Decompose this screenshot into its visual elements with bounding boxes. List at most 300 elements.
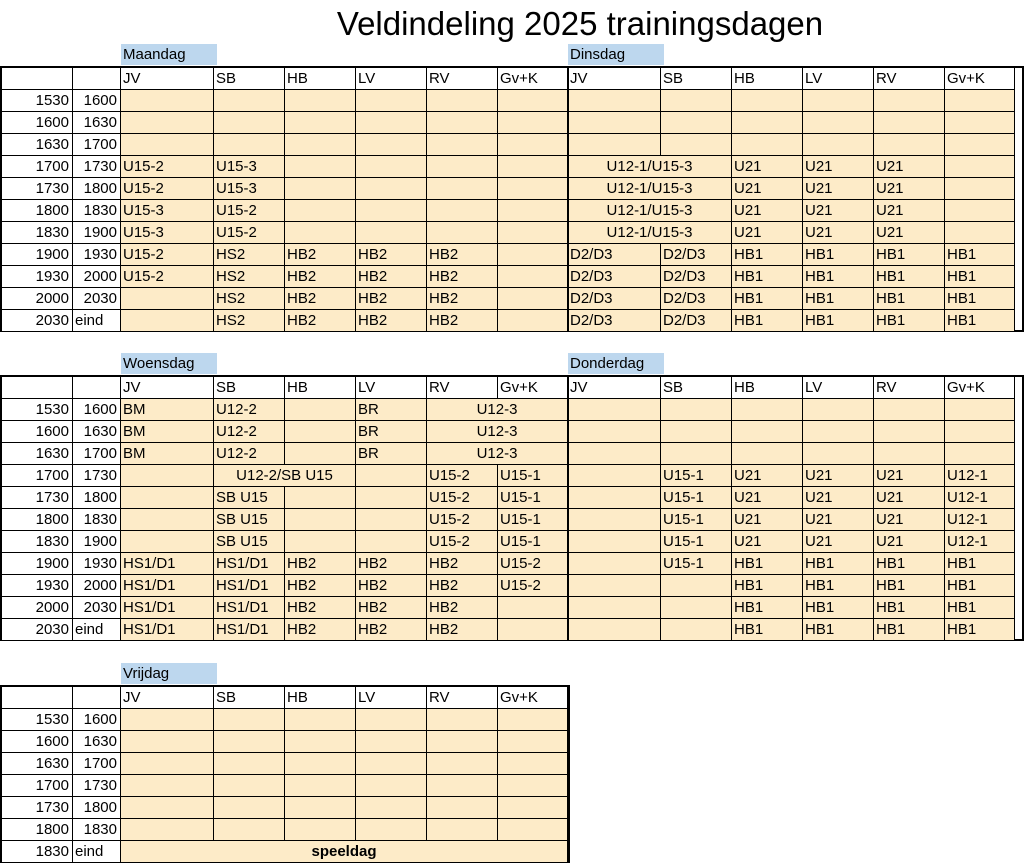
slot-cell: HB2 bbox=[427, 288, 498, 310]
slot-cell bbox=[121, 509, 214, 531]
slot-cell bbox=[285, 487, 356, 509]
end-time: 1800 bbox=[73, 487, 121, 509]
slot-cell: HS1/D1 bbox=[121, 553, 214, 575]
column-header-lv: LV bbox=[356, 687, 427, 709]
column-header-jv: JV bbox=[121, 687, 214, 709]
slot-cell: U21 bbox=[732, 531, 803, 553]
slot-cell: U21 bbox=[732, 509, 803, 531]
start-time: 1900 bbox=[2, 553, 73, 575]
slot-cell bbox=[732, 421, 803, 443]
slot-cell bbox=[732, 112, 803, 134]
slot-cell: U15-1 bbox=[661, 553, 732, 575]
slot-cell: U15-2 bbox=[214, 200, 285, 222]
slot-cell: U12-2/SB U15 bbox=[214, 465, 356, 487]
end-time: 2030 bbox=[73, 288, 121, 310]
slot-cell: U21 bbox=[803, 156, 874, 178]
slot-cell bbox=[568, 487, 661, 509]
slot-cell: U21 bbox=[803, 531, 874, 553]
slot-cell: U21 bbox=[803, 200, 874, 222]
slot-cell bbox=[568, 399, 661, 421]
end-time: 1630 bbox=[73, 421, 121, 443]
slot-cell: HB1 bbox=[803, 597, 874, 619]
slot-cell bbox=[356, 509, 427, 531]
time-header-cell bbox=[73, 68, 121, 90]
end-time: 1700 bbox=[73, 443, 121, 465]
slot-cell: BR bbox=[356, 443, 427, 465]
end-time: 1800 bbox=[73, 797, 121, 819]
end-time: 1900 bbox=[73, 222, 121, 244]
slot-cell: HB1 bbox=[874, 575, 945, 597]
start-time: 1800 bbox=[2, 200, 73, 222]
start-time: 1700 bbox=[2, 465, 73, 487]
slot-cell: U21 bbox=[874, 178, 945, 200]
slot-cell bbox=[356, 90, 427, 112]
slot-cell bbox=[661, 112, 732, 134]
end-time: 1830 bbox=[73, 509, 121, 531]
slot-cell: U15-1 bbox=[661, 465, 732, 487]
start-time: 1800 bbox=[2, 509, 73, 531]
start-time: 2030 bbox=[2, 619, 73, 641]
slot-cell bbox=[498, 797, 568, 819]
slot-cell: U15-2 bbox=[498, 575, 568, 597]
slot-cell bbox=[356, 775, 427, 797]
slot-cell: HB2 bbox=[427, 575, 498, 597]
slot-cell: U15-1 bbox=[661, 509, 732, 531]
slot-cell: HS1/D1 bbox=[214, 553, 285, 575]
slot-cell: U21 bbox=[874, 156, 945, 178]
slot-cell: U12-1/U15-3 bbox=[568, 200, 732, 222]
slot-cell bbox=[803, 399, 874, 421]
slot-cell: U12-2 bbox=[214, 443, 285, 465]
slot-cell bbox=[874, 134, 945, 156]
column-header-jv: JV bbox=[568, 377, 661, 399]
column-header-gv-k: Gv+K bbox=[498, 377, 568, 399]
slot-cell bbox=[121, 753, 214, 775]
slot-cell bbox=[498, 200, 568, 222]
slot-cell bbox=[568, 421, 661, 443]
slot-cell bbox=[498, 244, 568, 266]
slot-cell bbox=[121, 134, 214, 156]
slot-cell: U12-1 bbox=[945, 487, 1015, 509]
slot-cell bbox=[568, 509, 661, 531]
slot-cell: HB1 bbox=[803, 553, 874, 575]
slot-cell bbox=[285, 753, 356, 775]
slot-cell: U21 bbox=[803, 222, 874, 244]
column-header-rv: RV bbox=[874, 377, 945, 399]
slot-cell bbox=[945, 443, 1015, 465]
time-header-cell bbox=[73, 687, 121, 709]
end-time: 1830 bbox=[73, 200, 121, 222]
slot-cell bbox=[661, 421, 732, 443]
slot-cell: U15-2 bbox=[427, 487, 498, 509]
slot-cell: HB1 bbox=[732, 310, 803, 332]
start-time: 1530 bbox=[2, 399, 73, 421]
slot-cell bbox=[945, 90, 1015, 112]
slot-cell bbox=[498, 266, 568, 288]
slot-cell bbox=[285, 775, 356, 797]
slot-cell: U15-1 bbox=[498, 465, 568, 487]
slot-cell bbox=[285, 156, 356, 178]
slot-cell bbox=[356, 156, 427, 178]
slot-cell: HB1 bbox=[803, 266, 874, 288]
start-time: 1630 bbox=[2, 753, 73, 775]
slot-cell bbox=[427, 753, 498, 775]
slot-cell: HB1 bbox=[803, 575, 874, 597]
slot-cell: HB1 bbox=[945, 553, 1015, 575]
slot-cell bbox=[356, 134, 427, 156]
slot-cell bbox=[121, 288, 214, 310]
slot-cell: HS2 bbox=[214, 288, 285, 310]
slot-cell: HB2 bbox=[285, 619, 356, 641]
slot-cell bbox=[498, 90, 568, 112]
start-time: 1830 bbox=[2, 531, 73, 553]
slot-cell: BM bbox=[121, 443, 214, 465]
slot-cell: D2/D3 bbox=[661, 288, 732, 310]
slot-cell bbox=[285, 178, 356, 200]
slot-cell bbox=[356, 200, 427, 222]
end-time: 1800 bbox=[73, 178, 121, 200]
column-header-hb: HB bbox=[732, 377, 803, 399]
slot-cell: HB1 bbox=[732, 244, 803, 266]
slot-cell: HB2 bbox=[356, 575, 427, 597]
slot-cell bbox=[498, 222, 568, 244]
slot-cell bbox=[661, 443, 732, 465]
slot-cell bbox=[945, 200, 1015, 222]
slot-cell: HS1/D1 bbox=[121, 575, 214, 597]
slot-cell bbox=[214, 709, 285, 731]
slot-cell bbox=[285, 90, 356, 112]
slot-cell bbox=[945, 156, 1015, 178]
slot-cell bbox=[285, 399, 356, 421]
slot-cell bbox=[498, 310, 568, 332]
page-title: Veldindeling 2025 trainingsdagen bbox=[336, 5, 824, 42]
slot-cell: HB1 bbox=[732, 288, 803, 310]
column-header-rv: RV bbox=[874, 68, 945, 90]
slot-cell bbox=[121, 731, 214, 753]
start-time: 2000 bbox=[2, 288, 73, 310]
slot-cell: U12-3 bbox=[427, 443, 568, 465]
slot-cell bbox=[945, 112, 1015, 134]
slot-cell: U15-3 bbox=[214, 178, 285, 200]
slot-cell bbox=[285, 134, 356, 156]
slot-cell bbox=[803, 90, 874, 112]
slot-cell bbox=[732, 443, 803, 465]
slot-cell bbox=[661, 399, 732, 421]
start-time: 1700 bbox=[2, 775, 73, 797]
slot-cell: U21 bbox=[803, 465, 874, 487]
slot-cell bbox=[121, 775, 214, 797]
slot-cell: HS1/D1 bbox=[214, 619, 285, 641]
column-header-lv: LV bbox=[356, 68, 427, 90]
slot-cell bbox=[945, 421, 1015, 443]
slot-cell bbox=[803, 134, 874, 156]
slot-cell: HS1/D1 bbox=[214, 597, 285, 619]
start-time: 1900 bbox=[2, 244, 73, 266]
slot-cell bbox=[568, 575, 661, 597]
column-header-lv: LV bbox=[356, 377, 427, 399]
slot-cell: HB2 bbox=[427, 553, 498, 575]
slot-cell bbox=[945, 399, 1015, 421]
slot-cell bbox=[214, 797, 285, 819]
slot-cell bbox=[568, 112, 661, 134]
slot-cell: U12-1/U15-3 bbox=[568, 222, 732, 244]
column-header-jv: JV bbox=[121, 377, 214, 399]
slot-cell: HB1 bbox=[874, 288, 945, 310]
slot-cell: U12-2 bbox=[214, 421, 285, 443]
slot-cell: HB2 bbox=[285, 597, 356, 619]
start-time: 1730 bbox=[2, 487, 73, 509]
day-divider bbox=[567, 66, 569, 332]
slot-cell: HB1 bbox=[732, 575, 803, 597]
slot-cell bbox=[427, 156, 498, 178]
day-label-vrijdag: Vrijdag bbox=[121, 663, 217, 684]
slot-cell bbox=[661, 619, 732, 641]
slot-cell bbox=[427, 731, 498, 753]
slot-cell bbox=[568, 90, 661, 112]
slot-cell bbox=[214, 775, 285, 797]
slot-cell bbox=[121, 487, 214, 509]
slot-cell bbox=[356, 731, 427, 753]
slot-cell: BR bbox=[356, 421, 427, 443]
slot-cell bbox=[498, 288, 568, 310]
slot-cell bbox=[732, 134, 803, 156]
column-header-rv: RV bbox=[427, 68, 498, 90]
slot-cell: U21 bbox=[874, 200, 945, 222]
slot-cell bbox=[356, 465, 427, 487]
slot-cell bbox=[803, 443, 874, 465]
start-time: 1930 bbox=[2, 266, 73, 288]
start-time: 1800 bbox=[2, 819, 73, 841]
slot-cell bbox=[285, 731, 356, 753]
slot-cell bbox=[568, 619, 661, 641]
start-time: 2000 bbox=[2, 597, 73, 619]
end-time: 1930 bbox=[73, 244, 121, 266]
slot-cell: U12-1/U15-3 bbox=[568, 156, 732, 178]
end-time: 1730 bbox=[73, 465, 121, 487]
slot-cell bbox=[498, 819, 568, 841]
slot-cell bbox=[498, 619, 568, 641]
slot-cell bbox=[945, 178, 1015, 200]
slot-cell: U21 bbox=[732, 465, 803, 487]
slot-cell: HB1 bbox=[803, 619, 874, 641]
column-header-gv-k: Gv+K bbox=[498, 68, 568, 90]
day-label-maandag: Maandag bbox=[121, 44, 217, 65]
slot-cell: HB1 bbox=[732, 597, 803, 619]
slot-cell bbox=[874, 421, 945, 443]
slot-cell: SB U15 bbox=[214, 509, 285, 531]
end-time: eind bbox=[73, 310, 121, 332]
slot-cell: D2/D3 bbox=[568, 310, 661, 332]
column-header-sb: SB bbox=[214, 687, 285, 709]
slot-cell bbox=[356, 531, 427, 553]
end-time: 1700 bbox=[73, 134, 121, 156]
slot-cell bbox=[568, 465, 661, 487]
slot-cell: HB2 bbox=[285, 575, 356, 597]
slot-cell bbox=[427, 134, 498, 156]
slot-cell: U21 bbox=[803, 509, 874, 531]
slot-cell bbox=[121, 797, 214, 819]
slot-cell bbox=[214, 753, 285, 775]
slot-cell: HS1/D1 bbox=[121, 619, 214, 641]
slot-cell: HB2 bbox=[356, 310, 427, 332]
time-header-cell bbox=[2, 68, 73, 90]
end-time: 1900 bbox=[73, 531, 121, 553]
start-time: 1530 bbox=[2, 709, 73, 731]
slot-cell bbox=[121, 112, 214, 134]
slot-cell: U15-1 bbox=[661, 531, 732, 553]
slot-cell: U15-3 bbox=[214, 156, 285, 178]
column-header-lv: LV bbox=[803, 68, 874, 90]
slot-cell: HB1 bbox=[945, 266, 1015, 288]
slot-cell: HB2 bbox=[356, 597, 427, 619]
slot-cell bbox=[356, 753, 427, 775]
column-header-rv: RV bbox=[427, 687, 498, 709]
slot-cell: HS2 bbox=[214, 244, 285, 266]
slot-cell bbox=[285, 509, 356, 531]
slot-cell: SB U15 bbox=[214, 487, 285, 509]
slot-cell bbox=[568, 553, 661, 575]
column-header-gv-k: Gv+K bbox=[498, 687, 568, 709]
column-header-rv: RV bbox=[427, 377, 498, 399]
start-time: 1730 bbox=[2, 797, 73, 819]
start-time: 1700 bbox=[2, 156, 73, 178]
slot-cell: U21 bbox=[732, 200, 803, 222]
slot-cell: U21 bbox=[732, 222, 803, 244]
slot-cell bbox=[121, 90, 214, 112]
slot-cell: U12-1/U15-3 bbox=[568, 178, 732, 200]
slot-cell bbox=[285, 709, 356, 731]
slot-cell bbox=[121, 709, 214, 731]
slot-cell bbox=[803, 421, 874, 443]
slot-cell bbox=[285, 200, 356, 222]
slot-cell: U15-2 bbox=[427, 531, 498, 553]
slot-cell bbox=[356, 222, 427, 244]
slot-cell: HB1 bbox=[945, 244, 1015, 266]
slot-cell bbox=[121, 310, 214, 332]
slot-cell bbox=[427, 90, 498, 112]
slot-cell: HB1 bbox=[945, 575, 1015, 597]
column-header-hb: HB bbox=[285, 68, 356, 90]
slot-cell: HB1 bbox=[803, 244, 874, 266]
slot-cell: U21 bbox=[874, 465, 945, 487]
slot-cell: U15-2 bbox=[121, 266, 214, 288]
slot-cell: U15-1 bbox=[661, 487, 732, 509]
slot-cell: HB2 bbox=[427, 597, 498, 619]
start-time: 1930 bbox=[2, 575, 73, 597]
start-time: 1530 bbox=[2, 90, 73, 112]
end-time: 1600 bbox=[73, 399, 121, 421]
end-time: eind bbox=[73, 619, 121, 641]
slot-cell: HB2 bbox=[427, 310, 498, 332]
slot-cell: HB1 bbox=[732, 553, 803, 575]
slot-cell: U21 bbox=[874, 222, 945, 244]
slot-cell: HB1 bbox=[945, 619, 1015, 641]
slot-cell: U21 bbox=[874, 531, 945, 553]
slot-cell bbox=[214, 90, 285, 112]
start-time: 1600 bbox=[2, 421, 73, 443]
end-time: 1700 bbox=[73, 753, 121, 775]
slot-cell: U12-2 bbox=[214, 399, 285, 421]
end-time: 1730 bbox=[73, 775, 121, 797]
slot-cell bbox=[498, 709, 568, 731]
slot-cell: U21 bbox=[732, 156, 803, 178]
slot-cell: U21 bbox=[803, 487, 874, 509]
slot-cell bbox=[661, 90, 732, 112]
day-divider bbox=[567, 375, 569, 641]
slot-cell: BM bbox=[121, 421, 214, 443]
start-time: 1630 bbox=[2, 134, 73, 156]
slot-cell bbox=[427, 222, 498, 244]
slot-cell bbox=[285, 797, 356, 819]
slot-cell: U15-1 bbox=[498, 487, 568, 509]
slot-cell: U15-2 bbox=[121, 178, 214, 200]
slot-cell: HB2 bbox=[356, 266, 427, 288]
slot-cell bbox=[285, 222, 356, 244]
slot-cell: HB2 bbox=[427, 244, 498, 266]
slot-cell bbox=[568, 134, 661, 156]
slot-cell bbox=[285, 531, 356, 553]
slot-cell bbox=[121, 819, 214, 841]
slot-cell: HB2 bbox=[356, 244, 427, 266]
end-time: 2000 bbox=[73, 575, 121, 597]
slot-cell bbox=[214, 731, 285, 753]
end-time: 1630 bbox=[73, 112, 121, 134]
slot-cell: D2/D3 bbox=[568, 266, 661, 288]
slot-cell: D2/D3 bbox=[661, 310, 732, 332]
slot-cell: HB1 bbox=[803, 288, 874, 310]
slot-cell: U12-3 bbox=[427, 421, 568, 443]
slot-cell: D2/D3 bbox=[661, 266, 732, 288]
column-header-hb: HB bbox=[285, 687, 356, 709]
slot-cell bbox=[874, 90, 945, 112]
slot-cell bbox=[121, 465, 214, 487]
slot-cell: U15-3 bbox=[121, 200, 214, 222]
slot-cell bbox=[427, 797, 498, 819]
slot-cell bbox=[945, 222, 1015, 244]
column-header-sb: SB bbox=[661, 377, 732, 399]
slot-cell: U15-2 bbox=[427, 465, 498, 487]
match-day-cell: speeldag bbox=[121, 841, 568, 863]
slot-cell bbox=[568, 531, 661, 553]
slot-cell: BR bbox=[356, 399, 427, 421]
slot-cell bbox=[285, 112, 356, 134]
slot-cell: U15-2 bbox=[427, 509, 498, 531]
slot-cell: U15-2 bbox=[121, 244, 214, 266]
slot-cell bbox=[661, 597, 732, 619]
slot-cell bbox=[498, 134, 568, 156]
slot-cell: HB2 bbox=[427, 619, 498, 641]
column-header-hb: HB bbox=[285, 377, 356, 399]
column-header-hb: HB bbox=[732, 68, 803, 90]
column-header-sb: SB bbox=[661, 68, 732, 90]
time-header-cell bbox=[2, 377, 73, 399]
column-header-sb: SB bbox=[214, 68, 285, 90]
slot-cell: HB1 bbox=[874, 553, 945, 575]
slot-cell: U15-3 bbox=[121, 222, 214, 244]
slot-cell bbox=[427, 178, 498, 200]
slot-cell bbox=[874, 443, 945, 465]
column-header-gv-k: Gv+K bbox=[945, 377, 1015, 399]
slot-cell: U15-1 bbox=[498, 531, 568, 553]
slot-cell bbox=[356, 178, 427, 200]
start-time: 1600 bbox=[2, 112, 73, 134]
slot-cell bbox=[568, 443, 661, 465]
start-time: 1830 bbox=[2, 222, 73, 244]
day-label-woensdag: Woensdag bbox=[121, 353, 217, 374]
slot-cell bbox=[732, 399, 803, 421]
slot-cell: HB2 bbox=[285, 244, 356, 266]
start-time: 2030 bbox=[2, 310, 73, 332]
